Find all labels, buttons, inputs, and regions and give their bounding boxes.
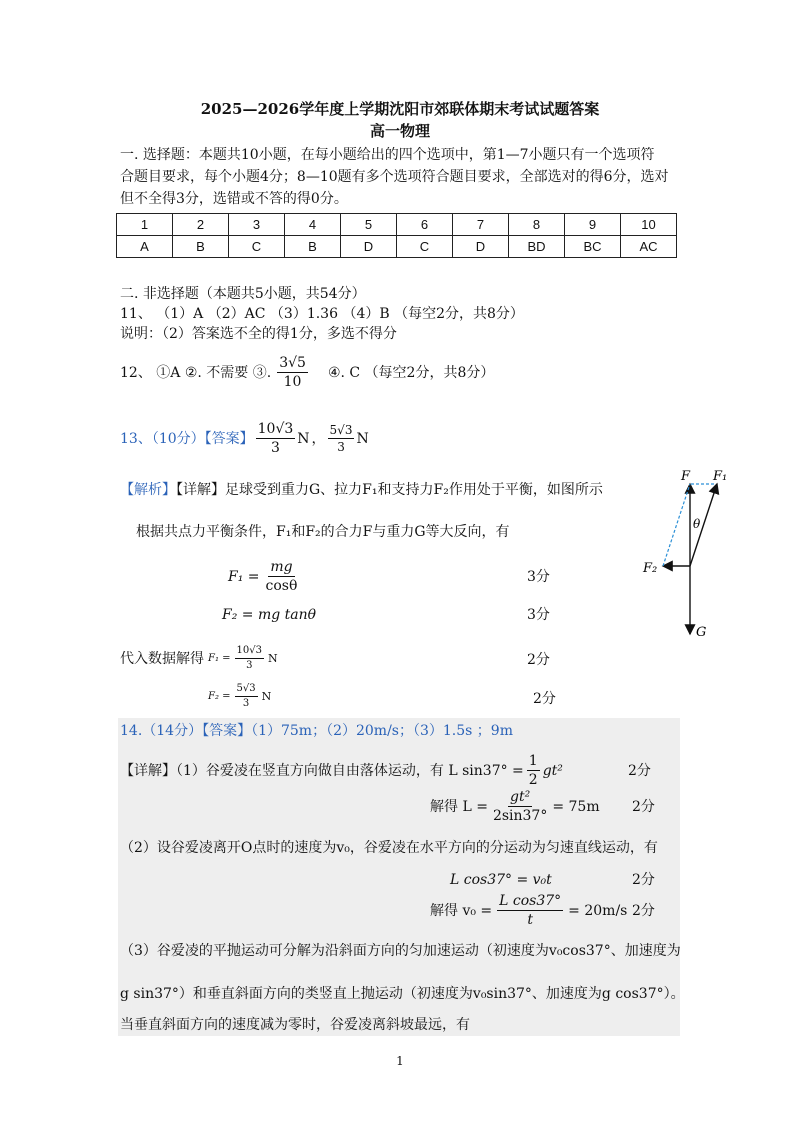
table-cell: 9 xyxy=(565,214,621,236)
q13-eq1 xyxy=(228,560,297,593)
q13-eq3-lhs: F₁ = xyxy=(208,652,231,664)
q11-note: 说明：（2）答案选不全的得1分，多选不得分 xyxy=(120,326,397,342)
q13-eq3-unit: N xyxy=(267,651,278,665)
q12-answers xyxy=(120,356,494,389)
sec1-line1: 一. 选择题：本题共10小题，在每小题给出的四个选项中，第1—7小题只有一个选项符 xyxy=(120,147,655,163)
q14-line1 xyxy=(120,754,563,787)
q14-l2-post: = 75m xyxy=(552,798,600,815)
q14-line7: g sin37°）和垂直斜面方向的类竖直上抛运动（初速度为v₀sin37°、加速度为g cos37°）。 xyxy=(120,986,685,1002)
table-cell: B xyxy=(285,236,341,258)
q13-eq4-lhs: F₂ = xyxy=(208,690,231,702)
q13-eq2-text: F₂ = mg tanθ xyxy=(222,607,317,623)
q14-line2 xyxy=(430,790,600,823)
q14-l4-score: 2分 xyxy=(632,872,655,888)
q14-l1-tail: gt² xyxy=(542,762,563,779)
sec1-line3: 但不全得3分，选错或不答的得0分。 xyxy=(120,191,348,207)
q14-l4-text: L cos37° = v₀t xyxy=(450,872,552,888)
table-cell: 3 xyxy=(229,214,285,236)
q13-eq1-fraction xyxy=(266,560,298,593)
table-cell: AC xyxy=(621,236,677,258)
q12-num: 3√5 xyxy=(279,355,306,371)
q13-eq1-score: 3分 xyxy=(527,569,550,585)
q13-eq2-score: 3分 xyxy=(527,607,550,623)
q14-l5-score: 2分 xyxy=(632,903,655,919)
q13-a1-den: 3 xyxy=(271,440,280,456)
table-row xyxy=(117,214,677,236)
q13-eq1-num: mg xyxy=(270,559,293,575)
q13-eq4-unit: N xyxy=(261,689,272,703)
q12-fraction xyxy=(277,356,308,389)
q14-head: 14.（14分）【答案】（1）75m；（2）20m/s；（3）1.5s ；9m xyxy=(120,723,513,739)
table-cell: BD xyxy=(509,236,565,258)
q13-eq3-pre: 代入数据解得 xyxy=(120,650,204,667)
q13-eq3-num: 10√3 xyxy=(235,646,264,659)
force-diagram xyxy=(635,466,745,646)
q14-line6: （3）谷爱凌的平抛运动可分解为沿斜面方向的匀加速运动（初速度为v₀cos37°、加速度为 xyxy=(120,943,681,959)
q13-eq4-fraction xyxy=(235,684,258,709)
q14-l2-pre: 解得 L = xyxy=(430,798,488,815)
sec2-heading: 二. 非选择题（本题共5小题，共54分） xyxy=(120,286,366,302)
q14-l5-pre: 解得 v₀ = xyxy=(430,902,493,919)
q13-answer-line xyxy=(120,422,369,455)
q14-l1-fraction xyxy=(527,754,540,787)
dashed-line-left xyxy=(663,484,690,566)
answer-table xyxy=(116,213,677,258)
table-cell: A xyxy=(117,236,173,258)
q14-l1-score: 2分 xyxy=(628,763,651,779)
q13-analysis-line xyxy=(120,481,603,499)
doc-title: 2025—2026学年度上学期沈阳市郊联体期末考试试题答案 xyxy=(200,100,600,118)
sec1-line2: 合题目要求，每个小题4分；8—10题有多个选项符合题目要求，全部选对的得6分，选对 xyxy=(120,169,669,185)
table-cell: C xyxy=(229,236,285,258)
label-F1: F₁ xyxy=(713,469,728,484)
label-theta: θ xyxy=(693,517,701,531)
label-F2: F₂ xyxy=(643,561,658,576)
q13-eq1-den: cosθ xyxy=(265,578,298,594)
q14-l1-den: 2 xyxy=(528,772,538,788)
q12-pre: 12、 ①A ②. 不需要 ③. xyxy=(120,364,272,381)
table-cell: 7 xyxy=(453,214,509,236)
table-row xyxy=(117,236,677,258)
q12-den: 10 xyxy=(283,374,302,390)
label-F: F xyxy=(681,469,691,484)
label-G: G xyxy=(696,625,707,640)
q13-a2-den: 3 xyxy=(337,440,345,454)
q14-l1-num: 1 xyxy=(528,753,538,769)
q13-eq1-lhs: F₁ = xyxy=(228,568,260,585)
q13-eq4-score: 2分 xyxy=(533,691,556,707)
q14-line4 xyxy=(450,871,552,889)
q13-unit-2: N xyxy=(356,430,369,447)
table-cell: 1 xyxy=(117,214,173,236)
q13-separator: ， xyxy=(311,430,326,447)
table-cell: 8 xyxy=(509,214,565,236)
q13-head: 13、（10分）【答案】 xyxy=(120,430,254,447)
q14-line8: 当垂直斜面方向的速度减为零时，谷爱凌离斜坡最远，有 xyxy=(120,1017,470,1033)
q14-line3: （2）设谷爱凌离开O点时的速度为v₀，谷爱凌在水平方向的分运动为匀速直线运动，有 xyxy=(120,840,658,856)
q11-answers: 11、 （1）A （2）AC （3）1.36 （4）B （每空2分，共8分） xyxy=(120,306,524,322)
table-cell: D xyxy=(341,236,397,258)
table-cell: 4 xyxy=(285,214,341,236)
q13-eq3 xyxy=(120,646,278,671)
q14-l5-num: L cos37° xyxy=(499,893,562,909)
q13-a2-fraction xyxy=(328,424,355,453)
q13-eq3-score: 2分 xyxy=(527,652,550,668)
q14-l2-den: 2sin37° xyxy=(492,808,548,824)
q13-analysis-text: 【详解】足球受到重力G、拉力F₁和支持力F₂作用处于平衡，如图所示 xyxy=(176,482,603,498)
table-cell: 6 xyxy=(397,214,453,236)
q14-l5-post: = 20m/s xyxy=(568,902,628,919)
q13-line2: 根据共点力平衡条件，F₁和F₂的合力F与重力G等大反向，有 xyxy=(136,524,510,540)
page-number: 1 xyxy=(396,1054,404,1068)
q14-line5 xyxy=(430,894,627,927)
q13-a2-num: 5√3 xyxy=(329,423,353,437)
table-cell: 10 xyxy=(621,214,677,236)
table-cell: 5 xyxy=(341,214,397,236)
table-cell: B xyxy=(173,236,229,258)
doc-subject: 高一物理 xyxy=(369,122,430,140)
q13-eq4-den: 3 xyxy=(242,698,250,709)
table-cell: 2 xyxy=(173,214,229,236)
q13-eq3-den: 3 xyxy=(246,660,253,671)
table-cell: BC xyxy=(565,236,621,258)
q13-analysis-tag: 【解析】 xyxy=(120,482,176,498)
table-cell: D xyxy=(453,236,509,258)
table-cell: C xyxy=(397,236,453,258)
q14-l2-score: 2分 xyxy=(632,799,655,815)
q13-eq4-num: 5√3 xyxy=(235,684,258,697)
q12-post: ④. C （每空2分，共8分） xyxy=(327,364,495,381)
q14-l5-fraction xyxy=(497,894,563,927)
q14-l5-den: t xyxy=(527,912,533,928)
q13-eq2 xyxy=(222,606,316,624)
q14-l1-text: 【详解】（1）谷爱凌在竖直方向做自由落体运动，有 L sin37° = xyxy=(120,762,524,779)
q13-eq3-fraction xyxy=(235,646,264,671)
q13-unit-1: N xyxy=(297,430,310,447)
q13-a1-num: 10√3 xyxy=(257,421,294,437)
q13-a1-fraction xyxy=(256,422,296,455)
q14-l2-num: gt² xyxy=(510,789,531,805)
q13-eq4 xyxy=(208,684,271,709)
q14-l2-fraction xyxy=(493,790,547,823)
